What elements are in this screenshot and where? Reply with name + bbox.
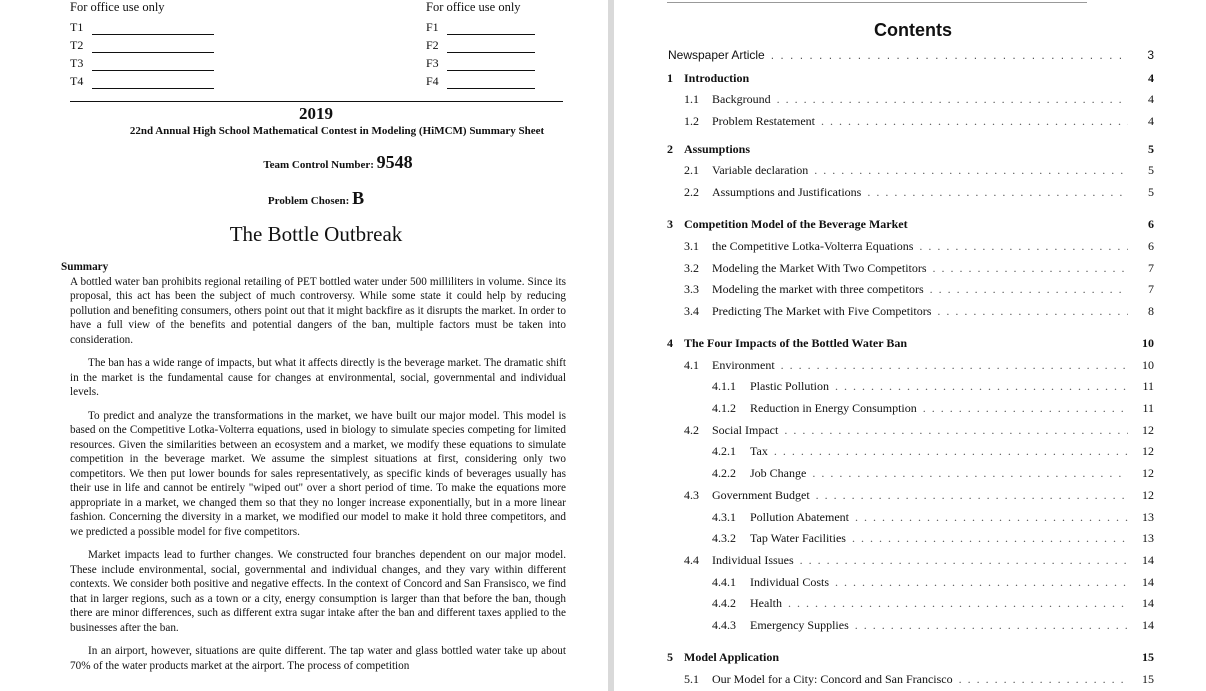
document-title: The Bottle Outbreak	[229, 222, 403, 246]
summary-paragraph: The ban has a wide range of impacts, but what it affects directly is the beverage market. The dramatic shift in the market is the fundamental cause for changes at environmental, social, governmental and individual levels.	[70, 357, 566, 398]
toc-leader-dots	[777, 92, 1128, 107]
toc-page-number: 10	[1142, 358, 1154, 372]
summary-paragraph: Market impacts lead to further changes. We constructed four branches dependent on our major model. These include environmental, social, governmental and individual changes, and they vary within different contexts. We consider both positive and negative effects. In the context of Concord and San Fransisco, we find that in larger regions, such as a town or a city, energy consumption is larger than that before the ban, though there are minor differences, such as different extra sugar intake after the ban and different taxes applied to the businesses after the ban.	[70, 549, 566, 634]
toc-entry[interactable]	[684, 185, 1154, 200]
toc-page-number: 11	[1142, 401, 1154, 415]
office-blank-line	[447, 58, 535, 71]
toc-page-number: 12	[1142, 444, 1154, 458]
toc-entry[interactable]	[684, 92, 1154, 107]
toc-entry-title: Emergency Supplies	[750, 618, 849, 632]
toc-entry[interactable]	[712, 510, 1154, 525]
toc-entry[interactable]	[712, 444, 1154, 459]
toc-entry-title: The Four Impacts of the Bottled Water Ban	[684, 336, 908, 350]
toc-entry[interactable]	[668, 48, 1154, 62]
toc-entry-title: Our Model for a City: Concord and San Francisco	[712, 672, 953, 686]
toc-entry-number: 4.4.3	[712, 618, 736, 632]
toc-entry-title: Model Application	[684, 650, 780, 664]
toc-leader-dots	[919, 239, 1128, 254]
toc-entry[interactable]	[667, 217, 1154, 232]
toc-page-number: 3	[1147, 48, 1154, 62]
toc-entry-number: 4.1	[684, 358, 699, 372]
toc-entry-title: Background	[712, 92, 771, 106]
toc-entry[interactable]	[684, 239, 1154, 254]
toc-page-number: 14	[1142, 618, 1154, 632]
office-blank-line	[92, 58, 214, 71]
toc-leader-dots	[959, 672, 1128, 687]
toc-leader-dots	[937, 304, 1128, 319]
toc-leader-dots	[852, 531, 1128, 546]
toc-leader-dots	[800, 553, 1128, 568]
contest-name: 22nd Annual High School Mathematical Contest in Modeling (HiMCM) Summary Sheet	[129, 125, 545, 137]
office-blank-line	[447, 40, 535, 53]
office-use-block-left	[70, 0, 270, 89]
office-label: T1	[70, 20, 84, 34]
office-blank-line	[92, 76, 214, 89]
toc-entry-title: Assumptions	[684, 142, 751, 156]
toc-entry-title: Job Change	[750, 466, 807, 480]
toc-leader-dots	[784, 423, 1128, 438]
toc-leader-dots	[781, 358, 1128, 373]
summary-section	[61, 260, 566, 682]
header-divider	[70, 101, 563, 102]
toc-page-number: 7	[1148, 282, 1154, 296]
toc-entry[interactable]	[712, 596, 1154, 611]
toc-page-number: 13	[1142, 531, 1154, 545]
office-blank-line	[92, 40, 214, 53]
toc-entry-number: 4.1.1	[712, 379, 736, 393]
toc-entry-number: 4.4.2	[712, 596, 736, 610]
toc-entry[interactable]	[667, 71, 1154, 86]
toc-entry-number: 4.2.1	[712, 444, 736, 458]
toc-entry-number: 4.4.1	[712, 575, 736, 589]
summary-heading: Summary	[61, 261, 109, 273]
toc-leader-dots	[867, 185, 1128, 200]
problem-label: Problem Chosen:	[267, 195, 350, 207]
office-label: T4	[70, 74, 84, 88]
toc-entry[interactable]	[684, 114, 1154, 129]
toc-leader-dots	[855, 618, 1128, 633]
toc-entry-title: Predicting The Market with Five Competitors	[712, 304, 932, 318]
contest-year: 2019	[299, 104, 333, 123]
summary-paragraph: A bottled water ban prohibits regional retailing of PET bottled water under 500 milliliters in volume. Since its proposal, this act has been the subject of much controversy. While some state it could help by reducing pollution and benefiting consumers, others point out that it might backfire as it disrupts the market. In order to have a full view of the benefits and potential dangers of the ban, multiple factors must be taken into consideration.	[70, 275, 566, 346]
toc-leader-dots	[788, 596, 1128, 611]
toc-page-number: 11	[1142, 379, 1154, 393]
toc-entry-number: 4.3.2	[712, 531, 736, 545]
toc-entry[interactable]	[684, 261, 1154, 276]
toc-leader-dots	[771, 48, 1128, 62]
toc-page-number: 15	[1142, 672, 1154, 686]
toc-entry-title: Health	[750, 596, 782, 610]
toc-page-number: 4	[1148, 71, 1154, 85]
toc-entry-title: Modeling the market with three competitors	[712, 282, 924, 296]
toc-entry-title: Modeling the Market With Two Competitors	[712, 261, 927, 275]
office-row	[70, 17, 270, 35]
toc-leader-dots	[812, 466, 1128, 481]
office-row	[426, 35, 608, 53]
toc-entry-number: 3.1	[684, 239, 699, 253]
office-blank-line	[447, 76, 535, 89]
office-blank-line	[447, 22, 535, 35]
office-label: T3	[70, 56, 84, 70]
toc-entry-title: Reduction in Energy Consumption	[750, 401, 917, 415]
toc-entry-title: Variable declaration	[712, 163, 809, 177]
office-use-title: For office use only	[426, 0, 521, 14]
toc-entry[interactable]	[712, 401, 1154, 416]
toc-page-number: 4	[1148, 92, 1154, 106]
toc-entry-title: Social Impact	[712, 423, 779, 437]
office-label: F2	[426, 38, 439, 52]
office-use-block-right	[426, 0, 608, 89]
toc-entry-title: Tap Water Facilities	[750, 531, 846, 545]
team-number: 9548	[376, 152, 413, 172]
toc-entry-title: Tax	[750, 444, 768, 458]
toc-entry-title: Problem Restatement	[712, 114, 815, 128]
toc-page-number: 14	[1142, 596, 1154, 610]
toc-leader-dots	[933, 261, 1128, 276]
toc-page-number: 15	[1142, 650, 1154, 664]
toc-leader-dots	[930, 282, 1128, 297]
toc-entry-number: 1.1	[684, 92, 699, 106]
toc-page-number: 12	[1142, 488, 1154, 502]
toc-entry-number: 1	[667, 71, 673, 85]
toc-page-number: 5	[1148, 163, 1154, 177]
toc-leader-dots	[816, 488, 1128, 503]
office-label: T2	[70, 38, 84, 52]
toc-leader-dots	[835, 575, 1128, 590]
toc-entry[interactable]	[712, 466, 1154, 481]
toc-entry-number: 1.2	[684, 114, 699, 128]
toc-page-number: 8	[1148, 304, 1154, 318]
toc-entry-number: 2.2	[684, 185, 699, 199]
toc-entry-title: Government Budget	[712, 488, 810, 502]
toc-leader-dots	[814, 163, 1128, 178]
toc-entry-number: 2	[667, 142, 673, 156]
toc-leader-dots	[835, 379, 1128, 394]
office-label: F4	[426, 74, 439, 88]
toc-entry-number: 3	[667, 217, 673, 231]
toc-leader-dots	[821, 114, 1128, 129]
office-row	[426, 17, 608, 35]
toc-entry[interactable]	[684, 488, 1154, 503]
toc-page-number: 10	[1142, 336, 1154, 350]
toc-entry-title: Introduction	[684, 71, 750, 85]
toc-leader-dots	[774, 444, 1128, 459]
contents-title: Contents	[874, 20, 952, 40]
team-label: Team Control Number:	[263, 159, 374, 171]
toc-entry[interactable]	[684, 423, 1154, 438]
toc-entry-title: Pollution Abatement	[750, 510, 849, 524]
toc-entry[interactable]	[684, 672, 1154, 687]
toc-entry[interactable]	[684, 553, 1154, 568]
toc-entry[interactable]	[712, 575, 1154, 590]
toc-page-number: 4	[1148, 114, 1154, 128]
toc-entry[interactable]	[684, 163, 1154, 178]
toc-page-number: 14	[1142, 553, 1154, 567]
office-use-title: For office use only	[70, 0, 165, 14]
toc-leader-dots	[855, 510, 1128, 525]
toc-entry-number: 5	[667, 650, 673, 664]
office-row	[70, 53, 270, 71]
summary-paragraph: In an airport, however, situations are quite different. The tap water and glass bottled water take up about 70% of the water products market at the airport. The process of competition	[70, 645, 566, 672]
toc-entry[interactable]	[684, 282, 1154, 297]
toc-entry[interactable]	[667, 650, 1154, 665]
toc-page-number: 6	[1148, 239, 1154, 253]
toc-page-number: 6	[1148, 217, 1154, 231]
office-label: F1	[426, 20, 439, 34]
toc-entry-number: 3.3	[684, 282, 699, 296]
toc-entry[interactable]	[684, 358, 1154, 373]
toc-entry[interactable]	[712, 618, 1154, 633]
toc-leader-dots	[923, 401, 1128, 416]
toc-entry-title: the Competitive Lotka-Volterra Equations	[712, 239, 914, 253]
office-row	[426, 71, 608, 89]
toc-entry-number: 4	[667, 336, 673, 350]
toc-entry[interactable]	[712, 531, 1154, 546]
toc-entry-number: 3.2	[684, 261, 699, 275]
office-row	[70, 35, 270, 53]
toc-entry-title: Newspaper Article	[668, 48, 765, 62]
toc-entry[interactable]	[684, 304, 1154, 319]
summary-paragraph: To predict and analyze the transformations in the market, we have built our major model. This model is based on the Competitive Lotka-Volterra equations, used in biology to simulate species competing for limited resources. Given the similarities between an ecosystem and a market, we modify these equations to simulate competition in the beverage market. We assume the simplest situations at first, considering only two competitors. We then put lower bounds for sales representatively, as specific kinds of beverages usually has their use in life and cannot be entirely "wiped out" over a short period of time. To make the equations more appropriate in a market, we changed them so that they no longer increase exponentially, but in a more linear fashion. Concerning the diversity in a market, we modified our model to make it hold three competitors, and we predicted a possible model for five competitors.	[70, 409, 566, 538]
toc-page-number: 12	[1142, 423, 1154, 437]
toc-page-number: 5	[1148, 185, 1154, 199]
toc-entry-number: 5.1	[684, 672, 699, 686]
toc-page-number: 7	[1148, 261, 1154, 275]
office-blank-line	[92, 22, 214, 35]
toc-entry-number: 4.4	[684, 553, 699, 567]
toc-page-number: 12	[1142, 466, 1154, 480]
office-row	[70, 71, 270, 89]
toc-entry-number: 4.1.2	[712, 401, 736, 415]
toc-entry-number: 3.4	[684, 304, 699, 318]
toc-page-number: 13	[1142, 510, 1154, 524]
toc-entry-title: Assumptions and Justifications	[712, 185, 862, 199]
toc-entry-number: 4.2.2	[712, 466, 736, 480]
toc-entry-title: Individual Issues	[712, 553, 794, 567]
contents-page	[614, 0, 1206, 691]
toc-entry[interactable]	[667, 336, 1154, 351]
office-row	[426, 53, 608, 71]
problem-letter: B	[352, 188, 365, 208]
toc-entry[interactable]	[712, 379, 1154, 394]
toc-entry-title: Environment	[712, 358, 775, 372]
office-label: F3	[426, 56, 439, 70]
page-top-rule	[667, 2, 1087, 3]
toc-entry-title: Plastic Pollution	[750, 379, 830, 393]
toc-entry-number: 4.3	[684, 488, 699, 502]
toc-entry-title: Individual Costs	[750, 575, 830, 589]
toc-entry-number: 2.1	[684, 163, 699, 177]
team-control-number	[0, 152, 608, 173]
toc-entry-number: 4.3.1	[712, 510, 736, 524]
toc-entry-title: Competition Model of the Beverage Market	[684, 217, 908, 231]
toc-page-number: 5	[1148, 142, 1154, 156]
toc-entry[interactable]	[667, 142, 1154, 157]
problem-chosen	[0, 188, 608, 209]
toc-page-number: 14	[1142, 575, 1154, 589]
toc-entry-number: 4.2	[684, 423, 699, 437]
